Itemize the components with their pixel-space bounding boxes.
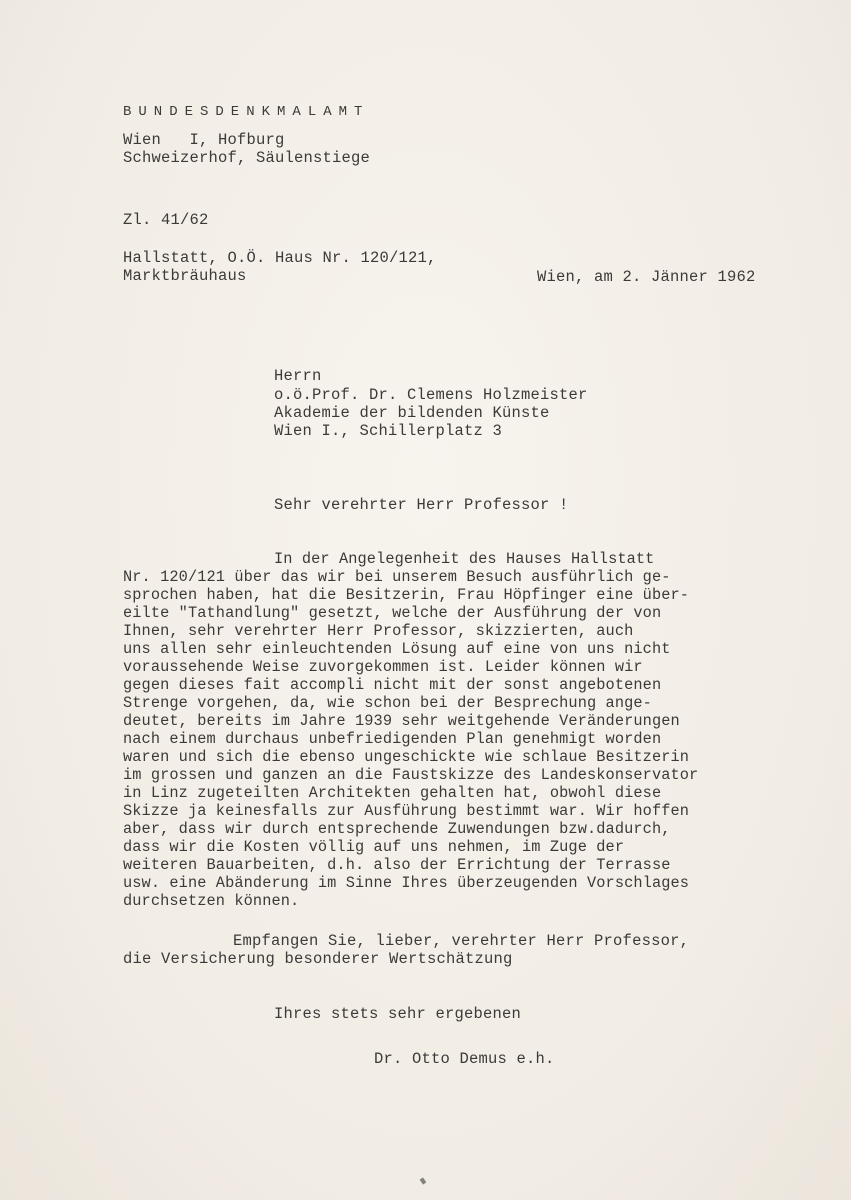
body-line: sprochen haben, hat die Besitzerin, Frau Höpfinger eine über- [123, 586, 690, 604]
body-line: Ihnen, sehr verehrter Herr Professor, skizzierten, auch [123, 622, 634, 640]
body-line: voraussehende Weise zuvorgekommen ist. Leider können wir [123, 658, 643, 676]
recipient-line1: Herrn [274, 367, 322, 385]
body-line: nach einem durchaus unbefriedigenden Plan genehmigt worden [123, 730, 662, 748]
body-line: Skizze ja keinesfalls zur Ausführung bestimmt war. Wir hoffen [123, 802, 690, 820]
body-line: in Linz zugeteilten Architekten gehalten hat, obwohl diese [123, 784, 662, 802]
valediction: Ihres stets sehr ergebenen [274, 1005, 522, 1023]
body-line: Strenge vorgehen, da, wie schon bei der Besprechung ange- [123, 694, 652, 712]
signature: Dr. Otto Demus e.h. [374, 1050, 555, 1068]
recipient-line4: Wien I., Schillerplatz 3 [274, 422, 503, 440]
body-line: usw. eine Abänderung im Sinne Ihres überzeugenden Vorschlages [123, 874, 690, 892]
recipient-line3: Akademie der bildenden Künste [274, 404, 550, 422]
body-line: eilte "Tathandlung" gesetzt, welche der Ausführung der von [123, 604, 662, 622]
subject-line2: Marktbräuhaus [123, 267, 247, 285]
letter-date: Wien, am 2. Jänner 1962 [537, 268, 756, 286]
body-line: In der Angelegenheit des Hauses Hallstatt [274, 550, 655, 568]
letterhead-address-line2: Schweizerhof, Säulenstiege [123, 149, 371, 167]
body-line: durchsetzen können. [123, 892, 300, 910]
closing-line2: die Versicherung besonderer Wertschätzung [123, 950, 513, 968]
letterhead-institution: BUNDESDENKMALAMT [123, 104, 370, 120]
subject-line1: Hallstatt, O.Ö. Haus Nr. 120/121, [123, 249, 437, 267]
reference-number: Zl. 41/62 [123, 211, 209, 229]
body-line: deutet, bereits im Jahre 1939 sehr weitgehende Veränderungen [123, 712, 680, 730]
body-line: weiteren Bauarbeiten, d.h. also der Errichtung der Terrasse [123, 856, 671, 874]
body-line: uns allen sehr einleuchtenden Lösung auf eine von uns nicht [123, 640, 671, 658]
body-line: aber, dass wir durch entsprechende Zuwendungen bzw.dadurch, [123, 820, 671, 838]
body-line: im grossen und ganzen an die Faustskizze des Landeskonservator [123, 766, 699, 784]
body-line: waren und sich die ebenso ungeschickte wie schlaue Besitzerin [123, 748, 690, 766]
body-line: dass wir die Kosten völlig auf uns nehmen, im Zuge der [123, 838, 625, 856]
body-line: gegen dieses fait accompli nicht mit der sonst angebotenen [123, 676, 662, 694]
body-line: Nr. 120/121 über das wir bei unserem Besuch ausführlich ge- [123, 568, 671, 586]
salutation: Sehr verehrter Herr Professor ! [274, 496, 569, 514]
ink-mark [420, 1177, 427, 1184]
closing-line1: Empfangen Sie, lieber, verehrter Herr Professor, [233, 932, 690, 950]
recipient-line2: o.ö.Prof. Dr. Clemens Holzmeister [274, 386, 588, 404]
letterhead-address-line1: Wien I, Hofburg [123, 131, 285, 149]
